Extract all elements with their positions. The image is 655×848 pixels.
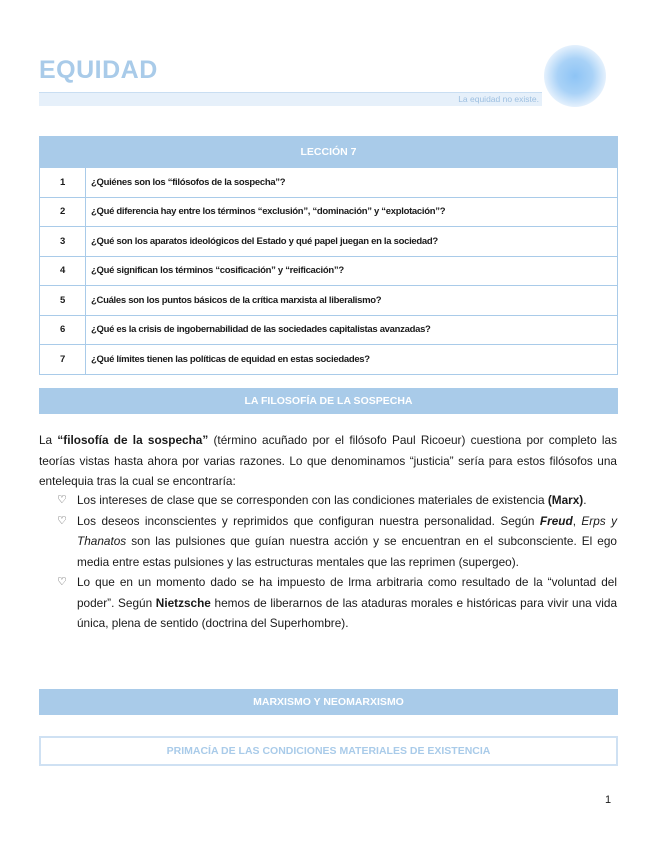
heart-icon: ♡: [57, 514, 67, 527]
question-number: 2: [40, 197, 86, 227]
subsection-heading: PRIMACÍA DE LAS CONDICIONES MATERIALES DE EXISTENCIA: [39, 736, 618, 766]
question-text: ¿Cuáles son los puntos básicos de la crítica marxista al liberalismo?: [86, 286, 618, 316]
table-row: [40, 286, 618, 316]
bullet-text: Los deseos inconscientes y reprimidos que configuran nuestra personalidad. Según: [77, 513, 540, 528]
question-number: 6: [40, 315, 86, 345]
heart-icon: ♡: [57, 576, 67, 588]
page-title: EQUIDAD: [39, 56, 158, 84]
question-text: ¿Quiénes son los “filósofos de la sospecha”?: [86, 168, 618, 198]
bullet-text-end: .: [583, 493, 587, 507]
bullet-text-rest: son las pulsiones que guían nuestra acción y se encuentran en el subconsciente. El ego media entre estas pulsiones y las estructuras mentales que las reprimen (supergeo).: [77, 534, 617, 569]
intro-text: La: [39, 433, 58, 447]
bullet-text: Los intereses de clase que se corresponden con las condiciones materiales de existencia: [77, 493, 548, 507]
bullet-freud: Freud: [539, 513, 573, 528]
subtitle-bar: [39, 92, 542, 106]
decorative-orb: [544, 45, 606, 107]
table-row: [40, 345, 618, 375]
lesson-heading: LECCIÓN 7: [40, 137, 618, 168]
heart-icon: ♡: [57, 494, 67, 506]
question-text: ¿Qué diferencia hay entre los términos “exclusión”, “dominación” y “explotación”?: [86, 197, 618, 227]
bullet-list: [39, 490, 617, 634]
question-number: 1: [40, 168, 86, 198]
page-number: 1: [605, 794, 612, 806]
table-row: [40, 168, 618, 198]
bullet-text-rest: hemos de liberarnos de las ataduras morales e históricas para vivir una vida única, plena de sentido (doctrina del Superhombre).: [77, 595, 618, 630]
question-number: 4: [40, 256, 86, 286]
table-row: [40, 197, 618, 227]
question-text: ¿Qué límites tienen las políticas de equidad en estas sociedades?: [86, 345, 618, 375]
table-row: [40, 256, 618, 286]
intro-paragraph: [39, 430, 617, 492]
question-text: ¿Qué significan los términos “cosificación” y “reificación”?: [86, 256, 618, 286]
bullet-text-comma: ,: [572, 513, 582, 528]
section-heading-marxismo: MARXISMO Y NEOMARXISMO: [39, 689, 618, 715]
bullet-nietzsche: Nietzsche: [155, 595, 211, 610]
bullet-erps: Erps y Thanatos: [77, 513, 617, 548]
bullet-text: Lo que en un momento dado se ha impuesto de lrma arbitraria como resultado de la “voluntad del poder”. Según: [77, 575, 617, 610]
question-number: 5: [40, 286, 86, 316]
list-item: [39, 572, 617, 634]
intro-bold-term: “filosofía de la sospecha”: [57, 433, 209, 447]
intro-text-rest: (término acuñado por el filósofo Paul Ricoeur) cuestiona por completo las teorías vistas hasta ahora por varias razones. Lo que denominamos “justicia” sería para estos filósofos una entelequia tras la cual se encontraría:: [39, 433, 617, 488]
bullet-bold: (Marx): [547, 493, 584, 507]
table-row: [40, 315, 618, 345]
question-text: ¿Qué son los aparatos ideológicos del Estado y qué papel juegan en la sociedad?: [86, 227, 618, 257]
section-heading-sospecha: LA FILOSOFÍA DE LA SOSPECHA: [39, 388, 618, 414]
list-item: [39, 490, 617, 511]
question-number: 7: [40, 345, 86, 375]
subtitle: La equidad no existe.: [458, 94, 539, 104]
list-item: [39, 511, 617, 573]
question-text: ¿Qué es la crisis de ingobernabilidad de las sociedades capitalistas avanzadas?: [86, 315, 618, 345]
question-number: 3: [40, 227, 86, 257]
table-row: [40, 227, 618, 257]
lesson-table: [39, 136, 618, 375]
